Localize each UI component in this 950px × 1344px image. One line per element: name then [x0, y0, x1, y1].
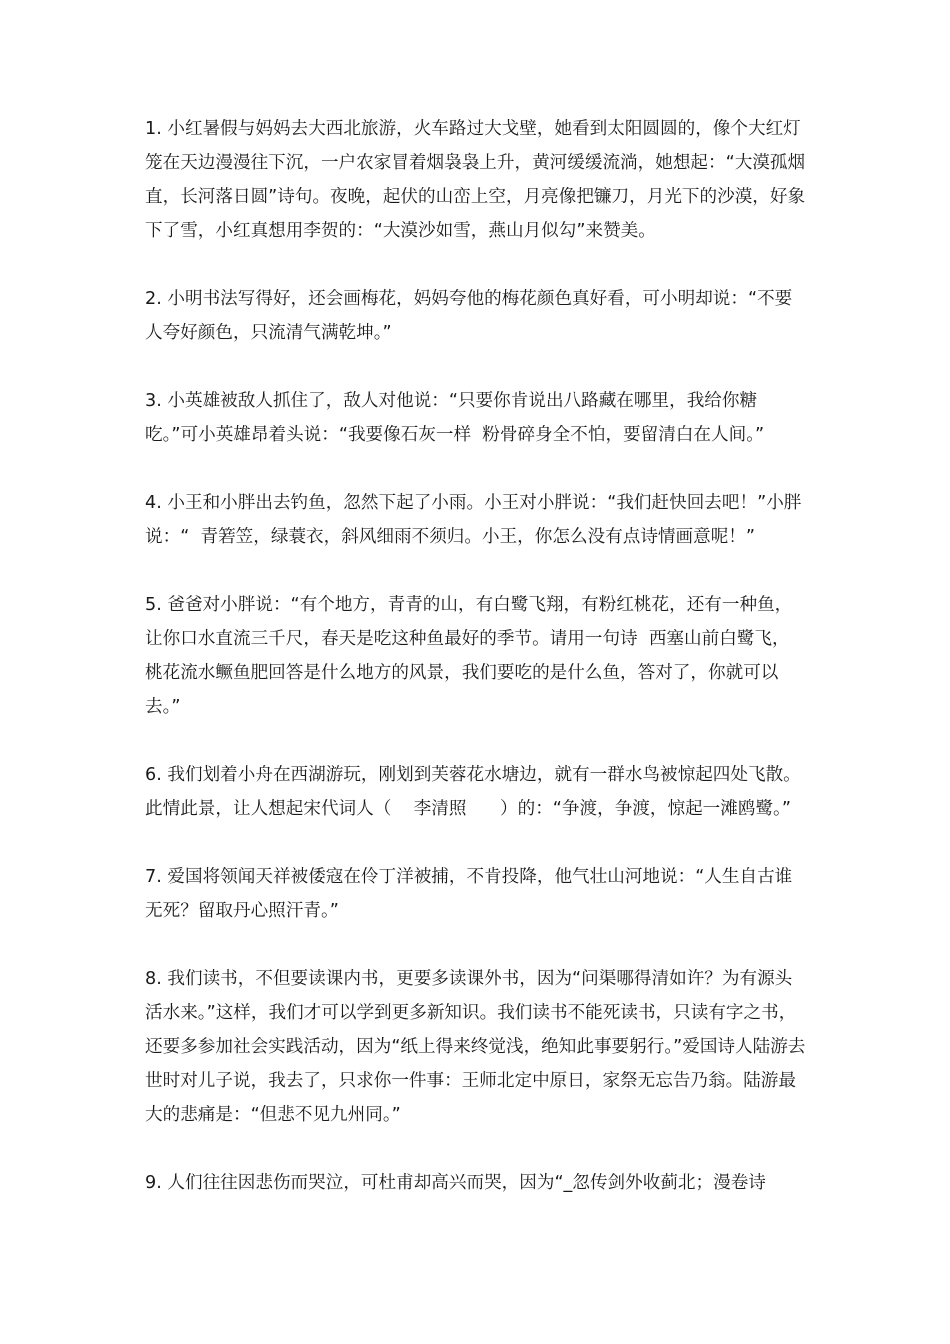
- paragraph-8: 8. 我们读书，不但要读课内书，更要多读课外书，因为“问渠哪得清如许？为有源头活水来。”这样，我们才可以学到更多新知识。我们读书不能死读书，只读有字之书，还要多参加社会实践活动，因为“纸上得来终觉浅，绝知此事要躬行。”爱国诗人陆游去世时对儿子说，我去了，只求你一件事：王师北定中原日，家祭无忘告乃翁。陆游最大的悲痛是：“但悲不见九州同。”: [145, 969, 806, 1125]
- document-page: [145, 112, 807, 1234]
- paragraph-6: 6. 我们划着小舟在西湖游玩，刚划到芙蓉花水塘边，就有一群水鸟被惊起四处飞散。此情此景，让人想起宋代词人（ 李清照 ）的：“争渡，争渡，惊起一滩鸥鹭。”: [145, 765, 801, 819]
- paragraph-7: 7. 爱国将领闻天祥被倭寇在伶丁洋被捕，不肯投降，他气壮山河地说：“人生自古谁无死？留取丹心照汗青。”: [145, 867, 793, 921]
- paragraph-1: 1. 小红暑假与妈妈去大西北旅游，火车路过大戈壁，她看到太阳圆圆的，像个大红灯笼在天边漫漫往下沉，一户农家冒着烟袅袅上升，黄河缓缓流淌，她想起：“大漠孤烟直，长河落日圆”诗句。夜晚，起伏的山峦上空，月亮像把镰刀，月光下的沙漠，好象下了雪，小红真想用李贺的：“大漠沙如雪，燕山月似勾”来赞美。: [145, 119, 806, 241]
- paragraph-3: 3. 小英雄被敌人抓住了，敌人对他说：“只要你肯说出八路藏在哪里，我给你糖吃。”可小英雄昂着头说：“我要像石灰一样 粉骨碎身全不怕，要留清白在人间。”: [145, 391, 765, 445]
- paragraph-2: 2. 小明书法写得好，还会画梅花，妈妈夸他的梅花颜色真好看，可小明却说：“不要人夸好颜色，只流清气满乾坤。”: [145, 289, 793, 343]
- paragraph-5: 5. 爸爸对小胖说：“有个地方，青青的山，有白鹭飞翔，有粉红桃花，还有一种鱼，让你口水直流三千尺，春天是吃这种鱼最好的季节。请用一句诗 西塞山前白鹭飞，桃花流水鳜鱼肥回答是什么地方的风景，我们要吃的是什么鱼，答对了，你就可以去。”: [145, 595, 793, 717]
- paragraph-4: 4. 小王和小胖出去钓鱼，忽然下起了小雨。小王对小胖说：“我们赶快回去吧！”小胖说：“ 青箬笠，绿蓑衣，斜风细雨不须归。小王，你怎么没有点诗情画意呢！”: [145, 493, 802, 547]
- paragraph-9: 9. 人们往往因悲伤而哭泣，可杜甫却高兴而哭，因为“_忽传剑外收蓟北；漫卷诗: [145, 1173, 766, 1193]
